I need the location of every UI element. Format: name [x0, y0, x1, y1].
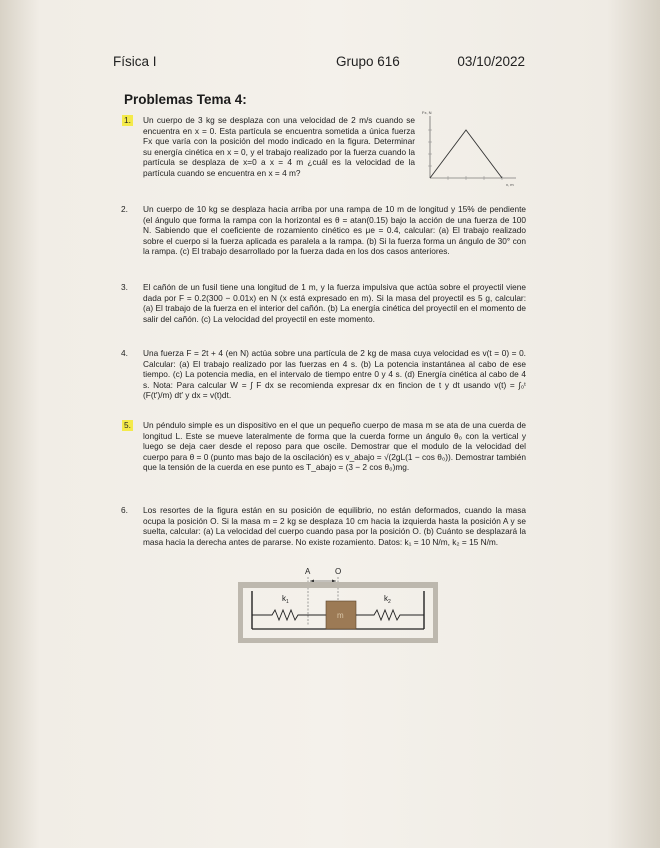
problem-4: [121, 348, 526, 401]
spring-svg: [238, 563, 438, 643]
problem-text: Los resortes de la figura están en su posición de equilibrio, no están deformados, cuando la masa ocupa la posición O. Si la masa m = 2 kg se desplaza 10 cm hacia la izquierda hasta la posición A y se suelta, calcular: (a) La velocidad del cuerpo cuando pasa por la posición O. (b) Cuánto se desplazará la masa hacia la derecha antes de pararse. No existe rozamiento. Datos: k₁ = 10 N/m, k₂ = 15 N/m.: [143, 505, 526, 547]
problem-text: Un cuerpo de 10 kg se desplaza hacia arriba por una rampa de 10 m de longitud y 15% de pendiente (el ángulo que forma la rampa con la horizontal es θ = atan(0.15) bajo la acción de una fuerza de 100 N. Sabiendo que el coeficiente de rozamiento cinético es μe = 0.4, calcular: (a) El trabajo realizado sobre el cuerpo si la fuerza aplicada es paralela a la rampa. (b) Si la fuerza forma un ángulo de 30° con la rampa. (c) El trabajo desarrollado por la fuerza dada en los dos casos anteriores.: [143, 204, 526, 257]
spring-k1: [252, 610, 326, 620]
problem-number: 2.: [121, 204, 128, 214]
problem-text: Un péndulo simple es un dispositivo en el que un pequeño cuerpo de masa m se ata de una cuerda de longitud L. Este se mueve lateralmente de forma que la cuerda forme un ángulo θ₀ con la vertical y luego se deja caer desde el reposo para que oscile. Demostrar que el modulo de la velocidad del cuerpo para θ = 0 (punto mas bajo de la oscilación) es v_abajo = √(2gL(1 − cos θ₀)). Demostrar también que la tensión de la cuerda en ese punto es T_abajo = (3 − 2 cos θ₀)mg.: [143, 420, 526, 473]
mass-label: m: [337, 611, 344, 620]
label-o: O: [335, 567, 342, 576]
problem-number: 6.: [121, 505, 128, 515]
force-position-graph: [420, 108, 520, 190]
label-k2: $k_2$: [384, 594, 391, 605]
problem-text: Un cuerpo de 3 kg se desplaza con una velocidad de 2 m/s cuando se encuentra en x = 0. Esta partícula se encuentra sometida a única fuerza Fx que varía con la posición del modo indicado en la figura. Determinar su energía cinética en x = 0, y el trabajo realizado por la fuerza cuando la partícula se desplaza de x=0 a x = 4 m ¿cuál es la velocidad de la partícula cuando se encuentra en x = 4 m?: [143, 115, 415, 178]
label-k1: $k_1$: [282, 594, 289, 605]
date: 03/10/2022: [457, 54, 525, 69]
problem-number: 1.: [122, 115, 133, 126]
problem-text: Una fuerza F = 2t + 4 (en N) actúa sobre una partícula de 2 kg de masa cuya velocidad es v(t = 0) = 0. Calcular: (a) El trabajo realizado por las fuerzas en 4 s. (b) La potencia instantánea al cabo de ese tiempo. (c) La potencia media, en el intervalo de tiempo entre 0 y 4 s. (d) Energía cinética al cabo de 4 s. Nota: Para calcular W = ∫ F dx se recomienda expresar dx en fincion de t y dt usando v(t) = ∫₀ᵗ (F(t′)/m) dt′ y dx = v(t)dt.: [143, 348, 526, 401]
y-axis-label: Fx, N: [422, 110, 432, 115]
course-name: Física I: [113, 54, 157, 69]
problem-5: [121, 420, 526, 473]
graph-svg: [420, 108, 520, 190]
spring-mass-figure: [238, 563, 438, 643]
problem-2: [121, 204, 526, 257]
problem-3: [121, 282, 526, 324]
problem-number: 4.: [121, 348, 128, 358]
group-name: Grupo 616: [336, 54, 400, 69]
spring-k2: [356, 610, 424, 620]
force-curve: [430, 130, 502, 178]
problem-6: [121, 505, 526, 547]
problem-text: El cañón de un fusil tiene una longitud de 1 m, y la fuerza impulsiva que actúa sobre el proyectil viene dada por F = 0.2(300 − 0.01x) en N (x está expresado en m). Si la masa del proyectil es 5 g, calcular: (a) El trabajo de la fuerza en el interior del cañón. (b) La energía cinética del proyectil en el momento de salir del cañón. (c) La velocidad del proyectil en este momento.: [143, 282, 526, 324]
x-axis-label: x, m: [506, 182, 514, 187]
page-header: [113, 54, 525, 74]
label-a: A: [305, 567, 311, 576]
section-title: Problemas Tema 4:: [124, 92, 247, 107]
problem-number: 3.: [121, 282, 128, 292]
problem-number: 5.: [122, 420, 133, 431]
